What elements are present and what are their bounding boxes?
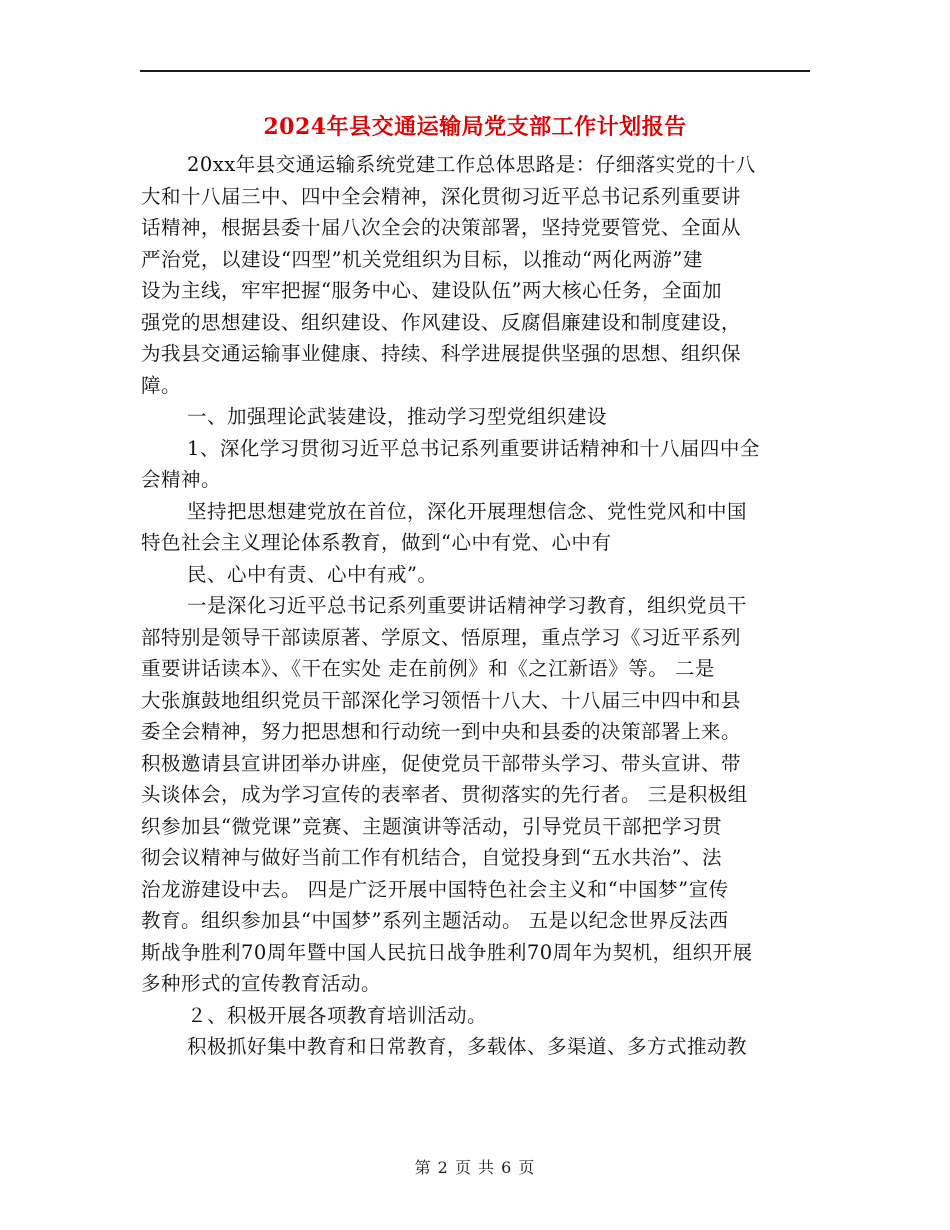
page-number: 第 2 页 共 6 页 bbox=[414, 1158, 536, 1177]
text-line: 委全会精神，努力把思想和行动统一到中央和县委的决策部署上来。 bbox=[141, 720, 742, 743]
text-line: 特色社会主义理论体系教育，做到“心中有党、心中有 bbox=[141, 531, 612, 554]
text-line: 积极邀请县宣讲团举办讲座，促使党员干部带头学习、带头宣讲、带 bbox=[141, 751, 742, 775]
text-line: 多种形式的宣传教育活动。 bbox=[141, 972, 382, 995]
text-line: 教育。组织参加县“中国梦”系列主题活动。 五是以纪念世界反法西 bbox=[141, 909, 729, 932]
text-line: ２、积极开展各项教育培训活动。 bbox=[187, 1003, 488, 1027]
text-line: 治龙游建设中去。 四是广泛开展中国特色社会主义和“中国梦”宣传 bbox=[141, 877, 729, 901]
text-line: 彻会议精神与做好当前工作有机结合，自觉投身到“五水共治”、法 bbox=[141, 846, 722, 869]
text-line: 积极抓好集中教育和日常教育，多载体、多渠道、多方式推动教 bbox=[187, 1035, 748, 1058]
text-line: 一、加强理论武装建设，推动学习型党组织建设 bbox=[187, 405, 608, 428]
text-line: 严治党，以建设“四型”机关党组织为目标，以推动“两化两游”建 bbox=[141, 247, 703, 271]
text-line: 斯战争胜利70周年暨中国人民抗日战争胜利70周年为契机，组织开展 bbox=[141, 940, 753, 964]
text-line: 坚持把思想建党放在首位，深化开展理想信念、党性党风和中国 bbox=[187, 499, 748, 523]
text-line: 为我县交通运输事业健康、持续、科学进展提供坚强的思想、组织保 bbox=[141, 342, 742, 365]
text-line: 部特别是领导干部读原著、学原文、悟原理，重点学习《习近平系列 bbox=[141, 625, 742, 649]
text-line: 设为主线，牢牢把握“服务中心、建设队伍”两大核心任务，全面加 bbox=[141, 279, 722, 302]
header-rule bbox=[140, 70, 810, 72]
text-line: 大张旗鼓地组织党员干部深化学习领悟十八大、十八届三中四中和县 bbox=[141, 688, 742, 712]
text-line: 重要讲话读本》、《干在实处 走在前例》和《之江新语》等。 二是 bbox=[141, 657, 715, 680]
text-line: 大和十八届三中、四中全会精神，深化贯彻习近平总书记系列重要讲 bbox=[141, 184, 742, 208]
document-title: 2024年县交通运输局党支部工作计划报告 bbox=[263, 114, 687, 140]
text-line: 1、深化学习贯彻习近平总书记系列重要讲话精神和十八届四中全 bbox=[187, 436, 760, 460]
text-line: 20xx年县交通运输系统党建工作总体思路是：仔细落实党的十八 bbox=[187, 153, 756, 176]
document-body bbox=[141, 149, 801, 1063]
text-line: 民、心中有责、心中有戒”。 bbox=[187, 562, 438, 586]
text-line: 话精神，根据县委十届八次全会的决策部署，坚持党要管党、全面从 bbox=[141, 216, 742, 239]
text-line: 障。 bbox=[141, 373, 182, 397]
text-line: 织参加县“微党课”竞赛、主题演讲等活动，引导党员干部把学习贯 bbox=[141, 814, 722, 838]
text-line: 一是深化习近平总书记系列重要讲话精神学习教育，组织党员干 bbox=[187, 594, 748, 617]
text-line: 头谈体会，成为学习宣传的表率者、贯彻落实的先行者。 三是积极组 bbox=[141, 783, 748, 806]
text-line: 会精神。 bbox=[141, 468, 222, 491]
text-line: 强党的思想建设、组织建设、作风建设、反腐倡廉建设和制度建设， bbox=[141, 310, 742, 334]
